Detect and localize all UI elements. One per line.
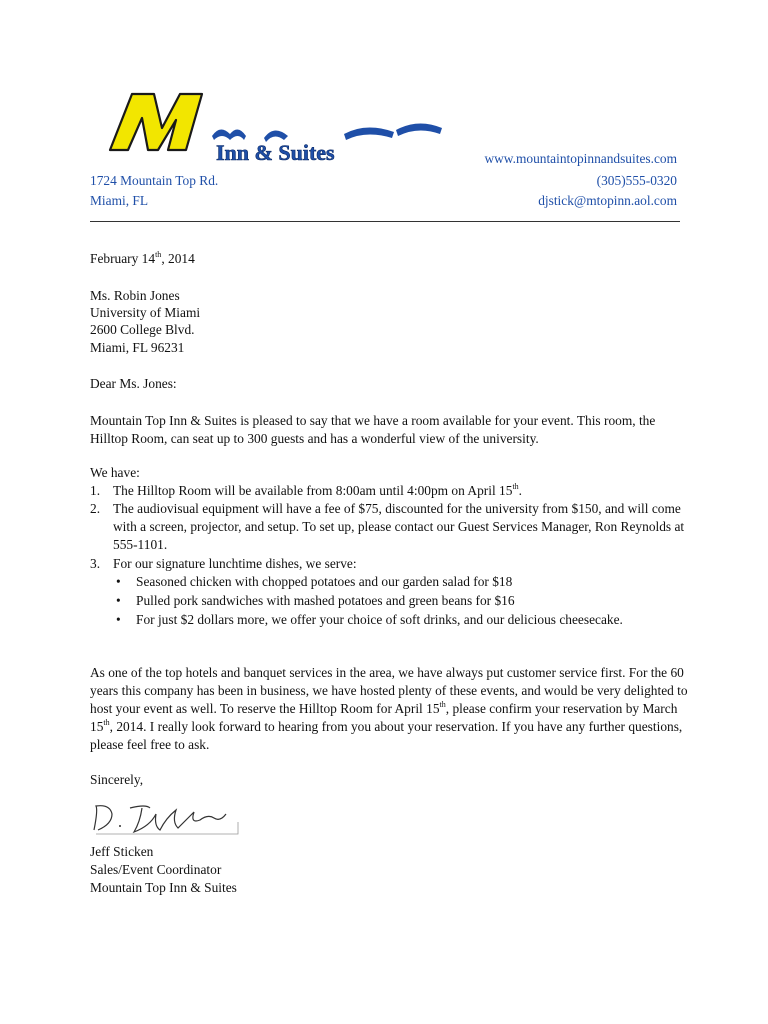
address-line-1: 1724 Mountain Top Rd.: [90, 173, 219, 188]
closing-paragraph: [90, 664, 690, 754]
logo-subtitle: Inn & Suites: [216, 140, 335, 165]
recipient-org: University of Miami: [90, 305, 201, 320]
date-superscript: th: [155, 250, 162, 259]
letterhead-divider: [90, 221, 680, 222]
signoff: Sincerely,: [90, 772, 144, 787]
recipient-name: Ms. Robin Jones: [90, 288, 180, 303]
handwritten-signature: [90, 800, 240, 836]
bullet-icon: •: [116, 574, 121, 589]
list-number-1: 1.: [90, 483, 101, 498]
company-logo: [104, 88, 450, 174]
bullet-icon: •: [116, 612, 121, 627]
signer-company: Mountain Top Inn & Suites: [90, 880, 237, 895]
item1-end: .: [518, 483, 523, 498]
bullet-item-3: For just $2 dollars more, we offer your choice of soft drinks, and our delicious cheesecake.: [136, 612, 623, 627]
intro-paragraph: Mountain Top Inn & Suites is pleased to say that we have a room available for your event. This room, the Hilltop Room, can seat up to 300 guests and has a wonderful view of the university.: [90, 413, 656, 446]
logo-m-letter: [110, 94, 202, 150]
address-line-2: Miami, FL: [90, 193, 149, 208]
list-item-3: For our signature lunchtime dishes, we serve:: [113, 556, 357, 571]
list-item-1: [113, 482, 693, 500]
letter-date: [90, 250, 195, 268]
recipient-city: Miami, FL 96231: [90, 340, 185, 355]
signer-title: Sales/Event Coordinator: [90, 862, 222, 877]
recipient-street: 2600 College Blvd.: [90, 322, 195, 337]
list-item-2: The audiovisual equipment will have a fee of $75, discounted for the university from $150, and will come with a screen, projector, and setup. To set up, please contact our Guest Services Manager, Ron Reynolds at 555-1101.: [113, 501, 685, 552]
closing-superscript-1: th: [439, 700, 446, 709]
mountain-top-logo-graphic: [104, 88, 450, 174]
closing-text-3: , 2014. I really look forward to hearing from you about your reservation. If you have any further questions, please feel free to ask.: [90, 719, 683, 752]
item1-superscript: th: [512, 482, 519, 491]
closing-text-1: As one of the top hotels and banquet services in the area, we have always put customer service first. For the 60 years this company has been in business, we have hosted plenty of these events, and would be very delighted to host your event as well. To reserve the Hilltop Room for April 15: [90, 665, 688, 716]
list-number-2: 2.: [90, 501, 101, 516]
bullet-item-1: Seasoned chicken with chopped potatoes and our garden salad for $18: [136, 574, 513, 589]
bullet-icon: •: [116, 593, 121, 608]
date-text: February 14: [90, 251, 156, 266]
email-link[interactable]: djstick@mtopinn.aol.com: [538, 193, 677, 208]
signer-name: Jeff Sticken: [90, 844, 154, 859]
closing-superscript-2: th: [103, 718, 110, 727]
salutation: Dear Ms. Jones:: [90, 376, 177, 391]
website-link[interactable]: www.mountaintopinnandsuites.com: [484, 151, 677, 166]
bullet-item-2: Pulled pork sandwiches with mashed potatoes and green beans for $16: [136, 593, 515, 608]
phone-number: (305)555-0320: [596, 173, 677, 188]
closing-text-2: , please confirm your reservation by March 15: [90, 701, 678, 734]
list-intro: We have:: [90, 465, 140, 480]
item1-text: The Hilltop Room will be available from 8:00am until 4:00pm on April 15: [113, 483, 513, 498]
list-number-3: 3.: [90, 556, 101, 571]
date-year: , 2014: [161, 251, 195, 266]
